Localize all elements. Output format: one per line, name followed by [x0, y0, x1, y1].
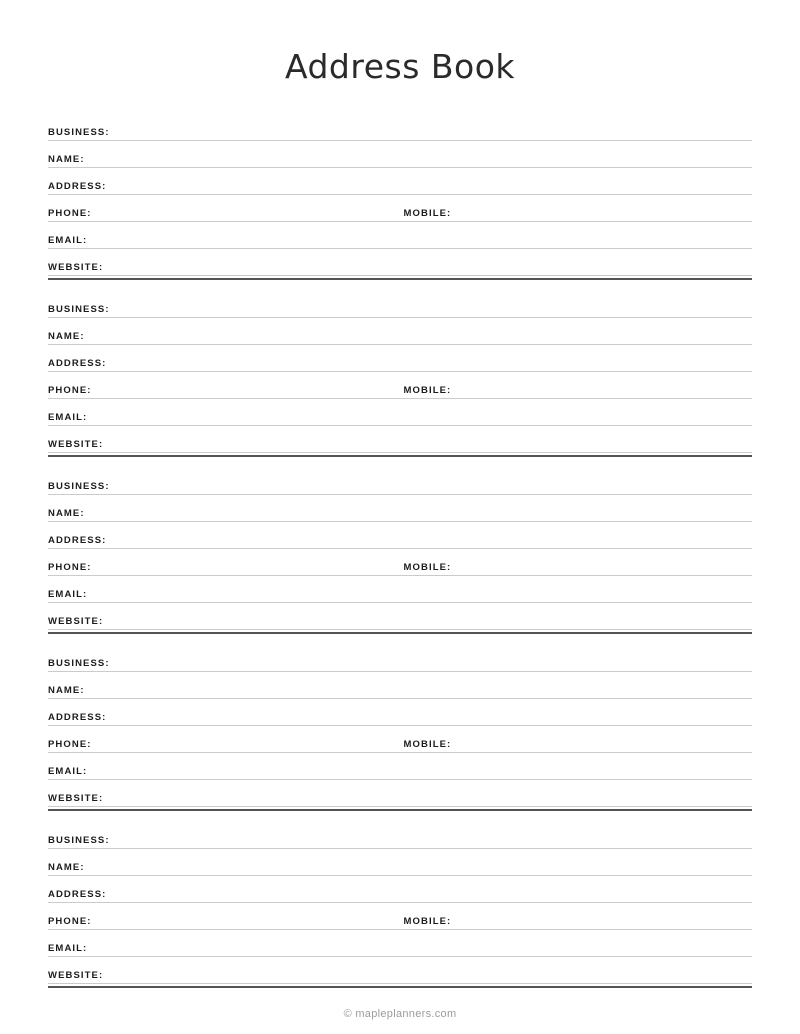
- mobile-label: MOBILE:: [403, 385, 452, 396]
- entries-list: [48, 114, 752, 988]
- business-field-row: [48, 291, 752, 318]
- email-label: EMAIL:: [48, 235, 88, 246]
- phone-label: PHONE:: [48, 739, 92, 750]
- phone-mobile-field-row: [48, 903, 752, 930]
- phone-mobile-field-row: [48, 195, 752, 222]
- address-entry: [48, 822, 752, 988]
- name-field-row: [48, 318, 752, 345]
- email-label: EMAIL:: [48, 766, 88, 777]
- email-label: EMAIL:: [48, 943, 88, 954]
- name-field-row: [48, 672, 752, 699]
- address-field-row: [48, 876, 752, 903]
- phone-label: PHONE:: [48, 562, 92, 573]
- name-label: NAME:: [48, 685, 85, 696]
- footer-credit: © mapleplanners.com: [343, 1008, 457, 1020]
- mobile-label: MOBILE:: [403, 562, 452, 573]
- business-label: BUSINESS:: [48, 835, 110, 846]
- website-field-row: [48, 957, 752, 984]
- name-label: NAME:: [48, 154, 85, 165]
- business-label: BUSINESS:: [48, 658, 110, 669]
- name-field-row: [48, 141, 752, 168]
- address-label: ADDRESS:: [48, 358, 107, 369]
- email-field-row: [48, 930, 752, 957]
- website-label: WEBSITE:: [48, 262, 104, 273]
- business-label: BUSINESS:: [48, 304, 110, 315]
- business-field-row: [48, 645, 752, 672]
- business-field-row: [48, 468, 752, 495]
- business-field-row: [48, 822, 752, 849]
- email-field-row: [48, 576, 752, 603]
- address-entry: [48, 114, 752, 280]
- address-label: ADDRESS:: [48, 889, 107, 900]
- address-label: ADDRESS:: [48, 535, 107, 546]
- address-field-row: [48, 345, 752, 372]
- name-label: NAME:: [48, 508, 85, 519]
- address-entry: [48, 468, 752, 634]
- email-label: EMAIL:: [48, 589, 88, 600]
- website-label: WEBSITE:: [48, 439, 104, 450]
- mobile-label: MOBILE:: [403, 916, 452, 927]
- website-field-row: [48, 603, 752, 630]
- phone-label: PHONE:: [48, 916, 92, 927]
- website-label: WEBSITE:: [48, 616, 104, 627]
- mobile-label: MOBILE:: [403, 739, 452, 750]
- email-field-row: [48, 753, 752, 780]
- mobile-label: MOBILE:: [403, 208, 452, 219]
- name-field-row: [48, 495, 752, 522]
- email-field-row: [48, 222, 752, 249]
- business-label: BUSINESS:: [48, 481, 110, 492]
- address-entry: [48, 291, 752, 457]
- name-field-row: [48, 849, 752, 876]
- address-entry: [48, 645, 752, 811]
- page-title: Address Book: [284, 47, 516, 86]
- email-label: EMAIL:: [48, 412, 88, 423]
- website-label: WEBSITE:: [48, 793, 104, 804]
- address-field-row: [48, 168, 752, 195]
- phone-label: PHONE:: [48, 208, 92, 219]
- business-label: BUSINESS:: [48, 127, 110, 138]
- address-label: ADDRESS:: [48, 712, 107, 723]
- address-label: ADDRESS:: [48, 181, 107, 192]
- email-field-row: [48, 399, 752, 426]
- website-field-row: [48, 780, 752, 807]
- address-field-row: [48, 699, 752, 726]
- website-label: WEBSITE:: [48, 970, 104, 981]
- website-field-row: [48, 249, 752, 276]
- name-label: NAME:: [48, 331, 85, 342]
- business-field-row: [48, 114, 752, 141]
- name-label: NAME:: [48, 862, 85, 873]
- phone-mobile-field-row: [48, 726, 752, 753]
- phone-mobile-field-row: [48, 549, 752, 576]
- phone-label: PHONE:: [48, 385, 92, 396]
- phone-mobile-field-row: [48, 372, 752, 399]
- address-field-row: [48, 522, 752, 549]
- website-field-row: [48, 426, 752, 453]
